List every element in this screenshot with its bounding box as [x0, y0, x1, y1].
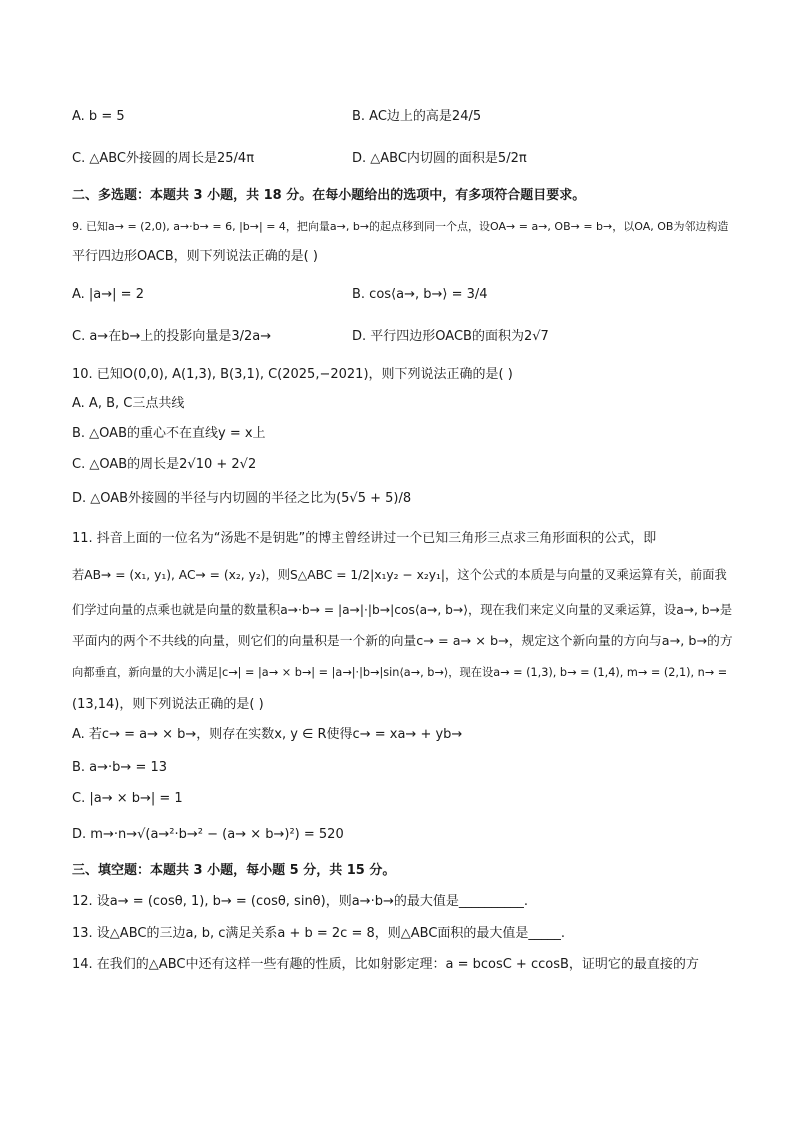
question-9-line-2: 平行四边形OACB，则下列说法正确的是( ) [72, 249, 318, 264]
question-11-line-6: (13,14)，则下列说法正确的是( ) [72, 697, 264, 712]
option-a-q8: A. b = 5 [72, 109, 125, 124]
question-11-line-1: 11. 抖音上面的一位名为“汤匙不是钥匙”的博主曾经讲过一个已知三角形三点求三角形面积的公式，即 [72, 531, 657, 546]
question-14-line-1: 14. 在我们的△ABC中还有这样一些有趣的性质，比如射影定理：a = bcosC + ccosB，证明它的最直接的方 [72, 957, 699, 972]
option-c-q9: C. a→在b→上的投影向量是3/2a→ [72, 329, 272, 344]
option-d-q8: D. △ABC内切圆的面积是5/2π [352, 151, 527, 166]
question-11-line-4: 平面内的两个不共线的向量，则它们的向量积是一个新的向量c→ = a→ × b→，规定这个新向量的方向与a→, b→的方 [72, 634, 733, 649]
section-fill-blank-heading: 三、填空题：本题共 3 小题，每小题 5 分，共 15 分。 [72, 863, 396, 878]
question-11-line-2: 若AB→ = (x₁, y₁), AC→ = (x₂, y₂)，则S△ABC = 1/2|x₁y₂ − x₂y₁|，这个公式的本质是与向量的叉乘运算有关，前面我 [72, 568, 727, 582]
option-b-q11: B. a→·b→ = 13 [72, 760, 168, 775]
option-b-q10: B. △OAB的重心不在直线y = x上 [72, 426, 266, 441]
option-c-q11: C. |a→ × b→| = 1 [72, 791, 183, 806]
question-13: 13. 设△ABC的三边a, b, c满足关系a + b = 2c = 8，则△ABC面积的最大值是_____. [72, 926, 566, 941]
option-c-q10: C. △OAB的周长是2√10 + 2√2 [72, 457, 257, 472]
option-d-q11: D. m→·n→√(a→²·b→² − (a→ × b→)²) = 520 [72, 827, 344, 842]
option-a-q9: A. |a→| = 2 [72, 287, 144, 302]
question-11-line-5: 向都垂直，新向量的大小满足|c→| = |a→ × b→| = |a→|·|b→|sin⟨a→, b→⟩，现在设a→ = (1,3), b→ = (1,4), m→ = (2,1), n→ = [72, 666, 728, 679]
option-d-q10: D. △OAB外接圆的半径与内切圆的半径之比为(5√5 + 5)/8 [72, 491, 412, 506]
option-a-q10: A. A, B, C三点共线 [72, 396, 185, 411]
option-d-q9: D. 平行四边形OACB的面积为2√7 [352, 329, 549, 344]
section-multi-choice-heading: 二、多选题：本题共 3 小题，共 18 分。在每小题给出的选项中，有多项符合题目要求。 [72, 188, 586, 203]
option-a-q11: A. 若c→ = a→ × b→，则存在实数x, y ∈ R使得c→ = xa→ + yb→ [72, 727, 463, 742]
option-b-q8: B. AC边上的高是24/5 [352, 109, 482, 124]
question-10: 10. 已知O(0,0), A(1,3), B(3,1), C(2025,−2021)，则下列说法正确的是( ) [72, 367, 513, 382]
question-11-line-3: 们学过向量的点乘也就是向量的数量积a→·b→ = |a→|·|b→|cos⟨a→, b→⟩，现在我们来定义向量的叉乘运算，设a→, b→是 [72, 603, 733, 617]
option-b-q9: B. cos⟨a→, b→⟩ = 3/4 [352, 287, 488, 302]
question-12: 12. 设a→ = (cosθ, 1), b→ = (cosθ, sinθ)，则a→·b→的最大值是__________. [72, 894, 528, 909]
question-9-line-1: 9. 已知a→ = (2,0), a→·b→ = 6, |b→| = 4，把向量a→, b→的起点移到同一个点，设OA→ = a→, OB→ = b→，以OA, OB为邻边构造 [72, 220, 729, 233]
option-c-q8: C. △ABC外接圆的周长是25/4π [72, 151, 255, 166]
